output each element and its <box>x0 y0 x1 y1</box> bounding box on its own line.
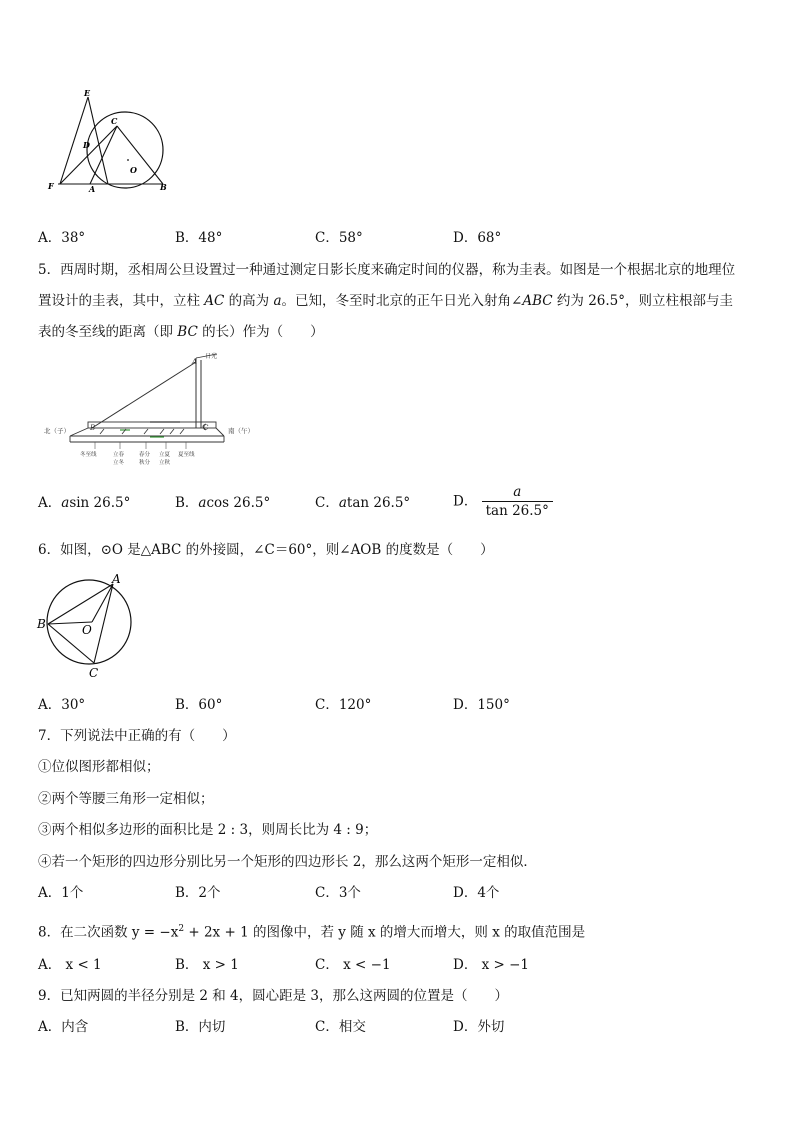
q6-option-a[interactable]: A．30° <box>38 697 86 713</box>
q6-figure <box>34 570 138 680</box>
q5-label-liqiu: 立秋 <box>159 460 171 466</box>
q4-option-d[interactable]: D．68° <box>453 230 502 246</box>
q7-option-b[interactable]: B．2个 <box>175 885 221 901</box>
q6-label-a: A <box>112 572 121 586</box>
q5-label-lixia: 立夏 <box>159 452 171 458</box>
q8-question: 8．在二次函数 $y = -x^2 + 2x + 1$ 的图像中，若 y 随 x 的增大而增大，则 x 的取值范围是 <box>38 924 586 941</box>
q7-statement-4: ④若一个矩形的四边形分别比另一个矩形的四边形长 2，那么这两个矩形一定相似． <box>38 854 537 870</box>
q4-label-d: D <box>83 140 90 150</box>
q5-label-c: C <box>203 424 209 432</box>
q5-label-winter-line: 冬至线 <box>80 452 97 458</box>
q5-label-south: 南（午） <box>228 427 254 435</box>
q5-label-lidong: 立冬 <box>113 460 125 466</box>
q5-label-a: A <box>192 358 198 366</box>
q4-figure <box>40 84 180 194</box>
q6-label-o: O <box>82 623 92 637</box>
q6-option-b[interactable]: B．60° <box>175 697 223 713</box>
q5-line-2: 置设计的圭表，其中，立柱 AC 的高为 a。已知，冬至时北京的正午日光入射角∠ABC 约为 26.5°，则立柱根部与圭 <box>38 293 734 309</box>
q9-option-c[interactable]: C．相交 <box>315 1019 366 1035</box>
q5-label-qiufen: 秋分 <box>139 460 151 466</box>
q5-line-3: 表的冬至线的距离（即 BC 的长）作为（ ） <box>38 324 324 340</box>
q6-question: 6．如图，⊙O 是△ABC 的外接圆，∠C＝60°，则∠AOB 的度数是（ ） <box>38 542 494 558</box>
q5-label-sunlight: 日光 <box>205 353 218 360</box>
q5-label-summer-line: 夏至线 <box>178 452 195 458</box>
q9-question: 9．已知两圆的半径分别是 2 和 4，圆心距是 3，那么这两圆的位置是（ ） <box>38 988 509 1004</box>
q9-option-a[interactable]: A．内含 <box>38 1019 89 1035</box>
q6-option-c[interactable]: C．120° <box>315 697 372 713</box>
q4-label-a: A <box>89 184 96 194</box>
q7-option-c[interactable]: C．3个 <box>315 885 361 901</box>
q9-option-d[interactable]: D．外切 <box>453 1019 505 1035</box>
q5-option-c[interactable]: C．atan 26.5° <box>315 495 411 511</box>
q5-option-d[interactable]: D． $\frac{a}{\tan 26.5^\circ}$ <box>453 483 553 520</box>
q4-option-a[interactable]: A．38° <box>38 230 86 246</box>
q5-line-1: 5．西周时期，丞相周公旦设置过一种通过测定日影长度来确定时间的仪器，称为圭表。如图是一个根据北京的地理位 <box>38 262 736 278</box>
q5-option-b[interactable]: B．acos 26.5° <box>175 495 271 511</box>
q8-option-d[interactable]: D． x > −1 <box>453 957 530 973</box>
q5-label-b: B <box>90 424 96 432</box>
q4-label-c: C <box>111 116 118 126</box>
q7-question: 7．下列说法中正确的有（ ） <box>38 728 236 744</box>
q7-statement-1: ①位似图形都相似； <box>38 759 160 775</box>
q4-option-c[interactable]: C．58° <box>315 230 363 246</box>
q8-option-b[interactable]: B． x > 1 <box>175 957 239 973</box>
q5-label-north: 北（子） <box>44 427 70 435</box>
q4-label-o: O <box>130 165 137 175</box>
q5-option-d-fraction: $\frac{a}{\tan 26.5^\circ}$ <box>482 483 553 520</box>
q4-option-b[interactable]: B．48° <box>175 230 223 246</box>
q6-label-b: B <box>37 617 46 631</box>
q4-label-f: F <box>48 181 54 191</box>
q8-option-a[interactable]: A． x < 1 <box>38 957 102 973</box>
q7-statement-3: ③两个相似多边形的面积比是 2 : 3，则周长比为 4 : 9； <box>38 822 378 838</box>
q5-option-a[interactable]: A．asin 26.5° <box>38 495 131 511</box>
q5-gnomon-figure <box>40 350 280 470</box>
q4-label-b: B <box>160 182 167 192</box>
q6-label-c: C <box>89 666 99 680</box>
q6-option-d[interactable]: D．150° <box>453 697 510 713</box>
q8-option-c[interactable]: C． x < −1 <box>315 957 391 973</box>
q9-option-b[interactable]: B．内切 <box>175 1019 226 1035</box>
q7-statement-2: ②两个等腰三角形一定相似； <box>38 791 214 807</box>
q7-option-d[interactable]: D．4个 <box>453 885 500 901</box>
q7-option-a[interactable]: A．1个 <box>38 885 84 901</box>
q5-label-chunfen: 春分 <box>139 452 151 458</box>
q4-label-e: E <box>84 88 91 98</box>
q5-label-lichun: 立春 <box>113 452 125 458</box>
